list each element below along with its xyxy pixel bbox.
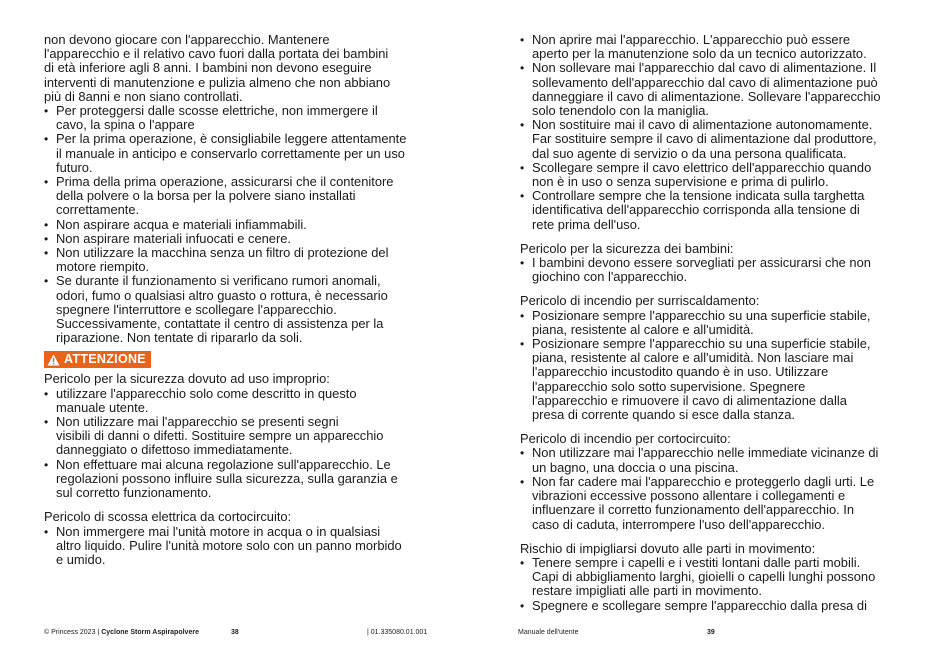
bullet-item (520, 189, 904, 232)
text-line: più di 8anni e non siano controllati. (44, 88, 243, 104)
bullet-item (44, 387, 430, 415)
text-line: • Non aspirare materiali infuocati e cenere. (56, 230, 292, 246)
text-line: danneggiare il cavo di alimentazione. Sollevare l'apparecchio (532, 88, 881, 104)
bullet-list-top (520, 33, 904, 232)
text-line: spegnere l'interruttore e scollegare l'apparecchio. (56, 301, 337, 317)
text-line: visibili di danni o difetti. Sostituire sempre un apparecchio (56, 428, 384, 444)
text-line: di età inferiore agli 8 anni. I bambini non devono eseguire (44, 60, 372, 76)
text-line: sollevamento dell'apparecchio dal cavo di alimentazione può (532, 74, 878, 90)
text-line: l'apparecchio e il relativo cavo fuori dalla portata dei bambini (44, 46, 389, 62)
bullet-item (44, 232, 430, 246)
text-line: • Non utilizzare mai l'apparecchio nelle immediate vicinanze di (532, 445, 879, 461)
bullet-item (44, 525, 430, 568)
bullet-item (520, 161, 904, 189)
text-line: • Non immergere mai l'unità motore in acqua o in qualsiasi (56, 523, 381, 539)
text-line: correttamente. (56, 202, 140, 218)
text-line: solo tenendolo con la maniglia. (532, 103, 710, 119)
text-line: cavo, la spina o l'appare (56, 117, 195, 133)
text-line: l'apparecchio e rimuovere il cavo di alimentazione dalla (532, 392, 847, 408)
text-line: giochino con l'apparecchio. (532, 269, 688, 285)
text-line: l'apparecchio solo sotto supervisione. Spegnere (532, 378, 806, 394)
bullet-list-children (520, 256, 904, 284)
page-number-right: 39 (707, 629, 715, 636)
text-line: un bagno, una doccia o una piscina. (532, 459, 739, 475)
bullet-item (520, 446, 904, 474)
text-line: aperto per la manutenzione solo da un tecnico autorizzato. (532, 46, 867, 62)
left-page-column (44, 33, 430, 567)
text-line: identificativa dell'apparecchio corrisponda alla tensione di (532, 202, 860, 218)
text-line: motore riempito. (56, 259, 150, 275)
text-line: riparazione. Non tentate di ripararlo da soli. (56, 330, 303, 346)
text-line: influenzare il corretto funzionamento dell'apparecchio. In (532, 502, 855, 518)
text-line: • Se durante il funzionamento si verificano rumori anomali, (56, 273, 381, 289)
text-line: e umido. (56, 551, 106, 567)
text-line: presa di corrente quando si esce dalla stanza. (532, 407, 795, 423)
text-line: restare impigliati alle parti in movimento. (532, 583, 762, 599)
text-line: non è in uso o senza supervisione e prima di pulirlo. (532, 174, 829, 190)
bullet-item (520, 61, 904, 118)
text-line: • Non aspirare acqua e materiali infiammabili. (56, 216, 307, 232)
text-line: della polvere o la borsa per la polvere siano installati (56, 188, 356, 204)
bullet-item (520, 337, 904, 422)
bullet-list-shock (44, 525, 430, 568)
text-line: regolazioni possono influire sulla sicurezza, sulla garanzia e (56, 470, 398, 486)
text-line: • Non aprire mai l'apparecchio. L'apparecchio può essere (532, 32, 851, 47)
bullet-list-overheat (520, 309, 904, 423)
bullet-list-misuse (44, 387, 430, 501)
bullet-list-general (44, 104, 430, 345)
bullet-item (44, 104, 430, 132)
bullet-item (44, 246, 430, 274)
text-line: • Per la prima operazione, è consigliabile leggere attentamente (56, 131, 407, 147)
text-line: piana, resistente al calore e all'umidità. Non lasciare mai (532, 350, 854, 366)
text-line: altro liquido. Pulire l'unità motore solo con un panno morbido (56, 537, 402, 553)
text-line: vibrazioni eccessive possono allentare i collegamenti e (532, 488, 846, 504)
bullet-item (520, 33, 904, 61)
text-line: futuro. (56, 159, 93, 175)
text-line: Far sostituire sempre il cavo di alimentazione dal produttore, (532, 131, 877, 147)
text-line: interventi di manutenzione e pulizia almeno che non abbiano (44, 74, 391, 90)
page-number-left: 38 (231, 629, 239, 636)
text-line: manuale utente. (56, 399, 149, 415)
text-line: danneggiato o difettoso immediatamente. (56, 442, 293, 458)
warning-label-text: ATTENZIONE (64, 352, 146, 367)
text-line: l'apparecchio incustodito quando è in uso. Utilizzare (532, 364, 829, 380)
text-line: • Non effettuare mai alcuna regolazione sull'apparecchio. Le (56, 456, 391, 472)
text-line: odori, fumo o qualsiasi altro guasto o rottura, è necessario (56, 287, 388, 303)
bullet-list-short-circuit (520, 446, 904, 531)
text-line: • Tenere sempre i capelli e i vestiti lontani dalle parti mobili. (532, 554, 861, 570)
footer-copyright (44, 629, 199, 636)
text-line: caso di caduta, interrompere l'uso dell'apparecchio. (532, 516, 825, 532)
bullet-item (520, 599, 904, 613)
text-line: Successivamente, contattate il centro di assistenza per la (56, 316, 384, 332)
text-line: • Posizionare sempre l'apparecchio su una superficie stabile, (532, 307, 871, 323)
text-line: piana, resistente al calore e all'umidità. (532, 321, 754, 337)
bullet-item (520, 309, 904, 337)
intro-paragraph (44, 33, 430, 104)
warning-triangle-icon (47, 354, 60, 366)
section-heading-overheat: Pericolo di incendio per surriscaldamento: (520, 293, 760, 309)
footer-manual-title: Manuale dell'utente (518, 629, 579, 636)
bullet-item (520, 118, 904, 161)
bullet-item (44, 415, 430, 458)
text-line: • Non sostituire mai il cavo di alimentazione autonomamente. (532, 117, 873, 133)
bullet-item (44, 458, 430, 501)
text-line: • Non sollevare mai l'apparecchio dal cavo di alimentazione. Il (532, 60, 877, 76)
bullet-item (520, 556, 904, 599)
bullet-item (520, 475, 904, 532)
bullet-item (44, 175, 430, 218)
text-line: il manuale in anticipo e conservarlo correttamente per un uso (56, 145, 405, 161)
bullet-item (44, 218, 430, 232)
footer-page-number-left (231, 629, 239, 636)
footer-document-code: | 01.335080.01.001 (367, 629, 428, 636)
text-line: • Non utilizzare la macchina senza un filtro di protezione del (56, 245, 389, 261)
section-heading-shock: Pericolo di scossa elettrica da cortocircuito: (44, 509, 292, 525)
text-line: dal suo agente di servizio o da una persona qualificata. (532, 145, 847, 161)
text-line: • Non utilizzare mai l'apparecchio se presenti segni (56, 414, 339, 430)
section-heading-misuse: Pericolo per la sicurezza dovuto ad uso improprio: (44, 371, 330, 387)
text-line: • I bambini devono essere sorvegliati per assicurarsi che non (532, 255, 871, 271)
text-line: • Spegnere e scollegare sempre l'apparecchio dalla presa di (532, 597, 867, 613)
text-line: sul corretto funzionamento. (56, 485, 212, 501)
text-line: • Non far cadere mai l'apparecchio e proteggerlo dagli urti. Le (532, 473, 875, 489)
bullet-item (520, 256, 904, 284)
bullet-item (44, 274, 430, 345)
section-heading-moving-parts: Rischio di impigliarsi dovuto alle parti in movimento: (520, 540, 816, 556)
text-line: • utilizzare l'apparecchio solo come descritto in questo (56, 385, 357, 401)
text-line: • Scollegare sempre il cavo elettrico dell'apparecchio quando (532, 159, 872, 175)
section-heading-children: Pericolo per la sicurezza dei bambini: (520, 240, 734, 256)
footer-product-name: Cyclone Storm Aspirapolvere (101, 629, 199, 636)
warning-label (44, 351, 151, 368)
text-line: rete prima dell'uso. (532, 216, 641, 232)
text-line: • Per proteggersi dalle scosse elettriche, non immergere il (56, 103, 378, 119)
text-line: • Posizionare sempre l'apparecchio su una superficie stabile, (532, 336, 871, 352)
section-heading-short-circuit: Pericolo di incendio per cortocircuito: (520, 431, 731, 447)
text-line: non devono giocare con l'apparecchio. Mantenere (44, 32, 330, 47)
text-line: • Prima della prima operazione, assicurarsi che il contenitore (56, 174, 394, 190)
text-line: Capi di abbigliamento larghi, gioielli o capelli lunghi possono (532, 569, 876, 585)
bullet-list-moving-parts (520, 556, 904, 613)
text-line: • Controllare sempre che la tensione indicata sulla targhetta (532, 188, 865, 204)
right-page-column (520, 33, 904, 613)
bullet-item (44, 132, 430, 175)
footer-page-number-right (707, 629, 715, 636)
footer-copyright-text: © Princess 2023 | (44, 629, 100, 636)
